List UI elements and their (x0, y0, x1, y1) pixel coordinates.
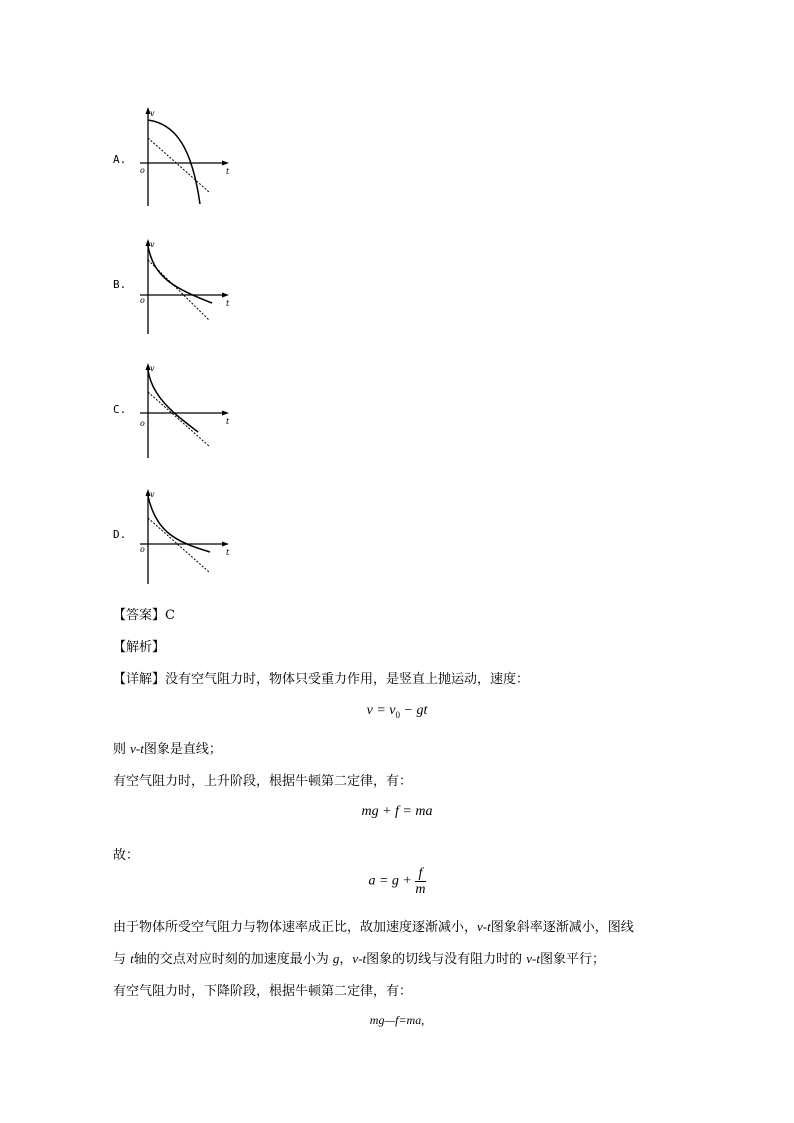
rising-stage-line: 有空气阻力时，上升阶段，根据牛顿第二定律，有： (113, 774, 413, 789)
option-a-graph (136, 106, 236, 210)
vt-straight-line: 则 v-t图象是直线； (113, 741, 222, 757)
option-c-label: C. (113, 403, 127, 416)
v-label: v (150, 364, 155, 373)
option-c-graph (136, 360, 236, 460)
paragraph-line-1: 由于物体所受空气阻力与物体速率成正比，故加速度逐渐减小，v-t图象斜率逐渐减小，图线 (113, 919, 634, 935)
origin-label: o (140, 545, 145, 554)
v-label: v (150, 240, 155, 249)
t-axis-arrow (222, 161, 229, 166)
fraction: $\frac{f}{m}$ (415, 866, 426, 897)
reference-line (148, 138, 209, 192)
t-label: t (226, 417, 230, 426)
option-d-graph (136, 486, 236, 586)
option-a-label: A. (113, 153, 127, 166)
paragraph-line-2: 与 t轴的交点对应时刻的加速度最小为 g，v-t图象的切线与没有阻力时的 v-t图象平行； (113, 951, 606, 967)
analysis-heading: 【解析】 (113, 640, 166, 655)
t-label: t (226, 299, 230, 308)
detail-line: 【详解】没有空气阻力时，物体只受重力作用，是竖直上抛运动，速度： (113, 672, 530, 687)
equation-3: a = g + $\frac{f}{m}$ (368, 866, 426, 897)
option-b-graph (136, 236, 236, 336)
answer-line: 【答案】C (113, 608, 175, 623)
reference-line (148, 518, 209, 572)
reference-line (148, 392, 209, 446)
t-label: t (226, 548, 230, 557)
option-d-label: D. (113, 528, 127, 541)
velocity-curve (148, 120, 200, 204)
therefore-line: 故： (113, 848, 140, 863)
velocity-curve (148, 370, 198, 432)
origin-label: o (140, 419, 145, 428)
option-b-label: B. (113, 278, 127, 291)
v-label: v (150, 109, 155, 118)
equation-2: mg + f = ma (361, 804, 433, 819)
falling-stage-line: 有空气阻力时，下降阶段，根据牛顿第二定律，有： (113, 984, 413, 999)
equation-1: $v = v_0$ − gt (366, 703, 428, 720)
equation-4: mg—f=ma, (369, 1013, 425, 1027)
v-label: v (150, 490, 155, 499)
origin-label: o (140, 166, 145, 175)
origin-label: o (140, 296, 145, 305)
t-label: t (226, 167, 230, 176)
